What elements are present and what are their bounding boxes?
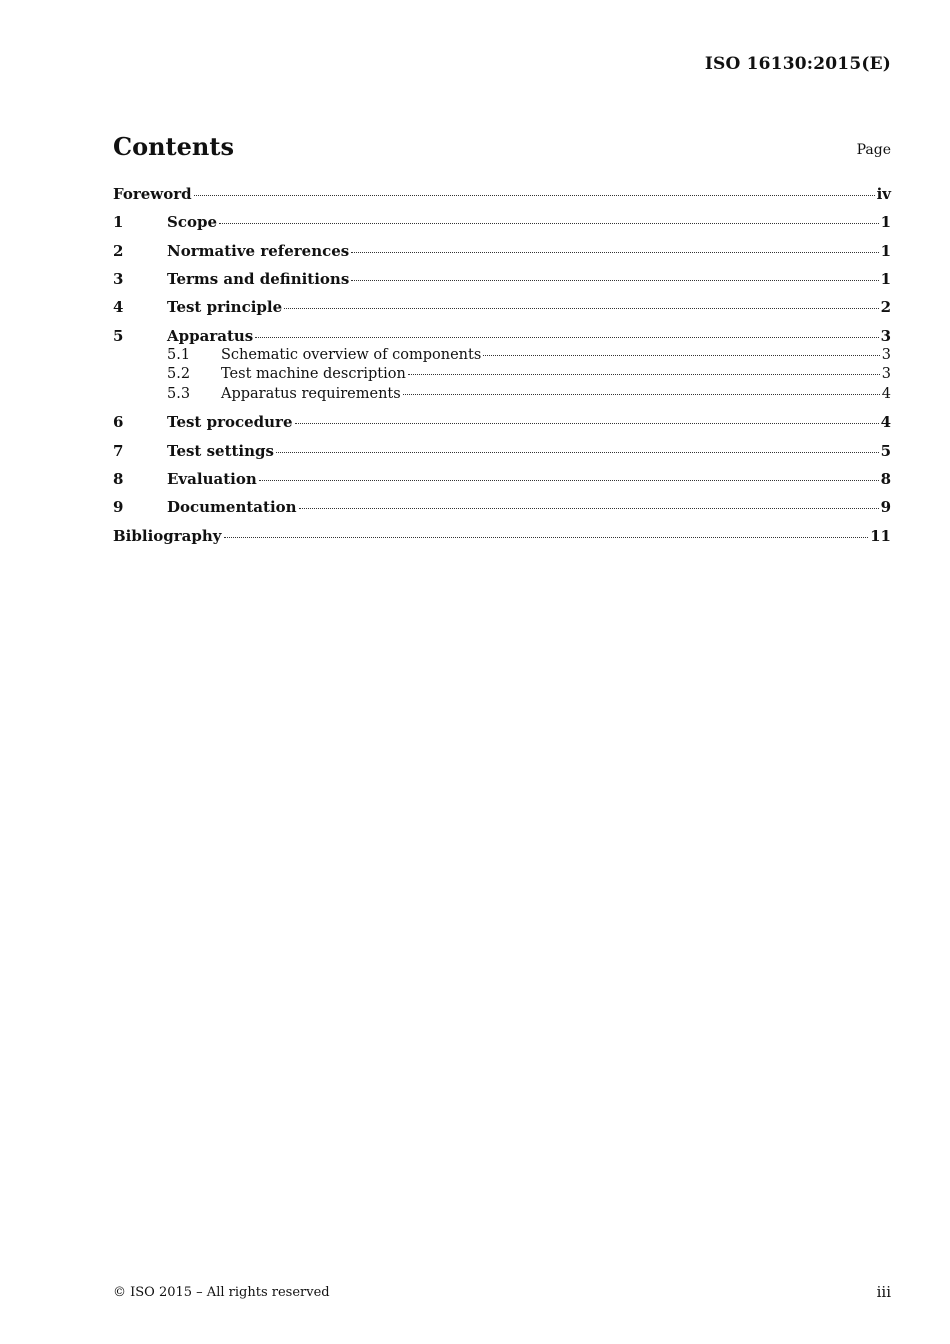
toc-entry-label: Apparatus requirements [221,386,401,402]
toc-entry-test-settings[interactable] [113,442,891,464]
contents-title: Contents [113,132,234,161]
dot-leader [351,252,878,253]
toc-entry-label: Documentation [167,498,297,516]
page-number: iii [876,1283,891,1301]
toc-entry-number: 5.2 [167,366,191,382]
toc-entry-page: 4 [880,413,891,431]
toc-entry-number: 4 [113,298,124,316]
toc-entry-number: 5 [113,327,124,345]
dot-leader [259,480,879,481]
toc-entry-label: Foreword [113,185,192,203]
toc-entry-bibliography[interactable] [113,527,891,549]
toc-entry-label: Test machine description [221,366,406,382]
toc-entry-evaluation[interactable] [113,470,891,492]
toc-entry-page: 4 [881,386,891,402]
toc-entry-page: 3 [881,347,891,363]
dot-leader [276,452,879,453]
toc-entry-normative-references[interactable] [113,242,891,264]
toc-entry-label: Apparatus [167,327,254,345]
toc-entry-foreword[interactable] [113,185,891,207]
toc-entry-page: 5 [880,442,891,460]
toc-entry-number: 2 [113,242,124,260]
toc-entry-page: 2 [880,298,891,316]
toc-entry-number: 1 [113,213,124,231]
toc-entry-number: 5.1 [167,347,191,363]
toc-entry-number: 6 [113,413,124,431]
dot-leader [403,394,880,395]
document-id: ISO 16130:2015(E) [704,54,891,74]
toc-entry-number: 3 [113,270,124,288]
toc-entry-scope[interactable] [113,213,891,235]
toc-entry-label: Bibliography [113,527,222,545]
dot-leader [224,537,869,538]
toc-entry-apparatus[interactable] [113,327,891,349]
toc-entry-number: 5.3 [167,386,191,402]
toc-entry-label: Test principle [167,298,283,316]
dot-leader [483,355,879,356]
toc-entry-page: 8 [880,470,891,488]
toc-entry-test-procedure[interactable] [113,413,891,435]
dot-leader [351,280,878,281]
toc-entry-page: 3 [880,327,891,345]
toc-entry-page: 1 [880,213,891,231]
toc-entry-label: Test procedure [167,413,293,431]
toc-entry-page: 3 [881,366,891,382]
toc-entry-page: 11 [870,527,891,545]
toc-subentry-schematic-overview[interactable] [113,347,891,367]
toc-subentry-test-machine-description[interactable] [113,366,891,386]
toc-entry-test-principle[interactable] [113,298,891,320]
copyright-notice: © ISO 2015 – All rights reserved [113,1285,330,1300]
toc-entry-page: 1 [880,270,891,288]
toc-entry-label: Terms and definitions [167,270,350,288]
toc-entry-number: 7 [113,442,124,460]
toc-subentry-apparatus-requirements[interactable] [113,386,891,406]
toc-entry-number: 9 [113,498,124,516]
toc-entry-terms-and-definitions[interactable] [113,270,891,292]
dot-leader [284,308,878,309]
page-column-label: Page [856,142,891,158]
dot-leader [408,374,880,375]
toc-entry-number: 8 [113,470,124,488]
dot-leader [255,337,878,338]
toc-entry-page: iv [876,185,891,203]
dot-leader [194,195,875,196]
toc-entry-label: Test settings [167,442,274,460]
toc-entry-page: 1 [880,242,891,260]
toc-entry-label: Schematic overview of components [221,347,482,363]
dot-leader [219,223,879,224]
dot-leader [299,508,879,509]
toc-entry-page: 9 [880,498,891,516]
toc-entry-label: Scope [167,213,218,231]
toc-entry-label: Normative references [167,242,350,260]
dot-leader [295,423,879,424]
toc-entry-documentation[interactable] [113,498,891,520]
toc-entry-label: Evaluation [167,470,257,488]
